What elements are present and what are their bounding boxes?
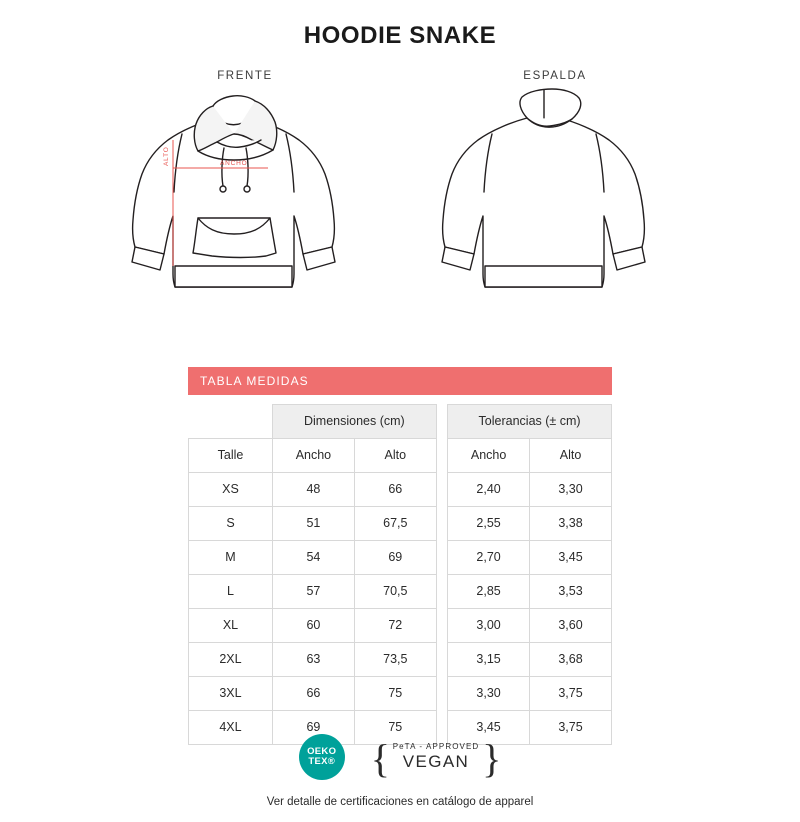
cell-alto-tol: 3,30 [530, 472, 612, 506]
back-view-label: ESPALDA [523, 70, 587, 82]
cell-talle: XL [189, 608, 273, 642]
cell-talle: S [189, 506, 273, 540]
back-view-block [430, 70, 680, 308]
height-annotation-label: ALTO [163, 146, 170, 166]
group-header-gap [436, 405, 447, 439]
cell-ancho-dim: 60 [272, 608, 354, 642]
footer [0, 734, 800, 808]
cell-alto-dim: 66 [354, 472, 436, 506]
oeko-tex-badge [299, 734, 345, 780]
cell-ancho-dim: 51 [272, 506, 354, 540]
table-row [189, 472, 612, 506]
garment-views [0, 70, 800, 308]
cell-talle: M [189, 540, 273, 574]
cell-alto-tol: 3,45 [530, 540, 612, 574]
cell-ancho-tol: 2,40 [448, 472, 530, 506]
size-table [188, 404, 612, 745]
size-table-body [189, 472, 612, 744]
cell-ancho-tol: 2,85 [448, 574, 530, 608]
table-row [189, 676, 612, 710]
column-header-ancho-tol: Ancho [448, 438, 530, 472]
cell-gap [436, 676, 447, 710]
cell-ancho-dim: 66 [272, 676, 354, 710]
vegan-label: VEGAN [402, 752, 470, 771]
cell-ancho-dim: 69 [272, 710, 354, 744]
cell-alto-dim: 75 [354, 676, 436, 710]
cell-ancho-dim: 54 [272, 540, 354, 574]
cell-alto-dim: 70,5 [354, 574, 436, 608]
cell-alto-dim: 67,5 [354, 506, 436, 540]
cell-talle: L [189, 574, 273, 608]
cell-alto-tol: 3,60 [530, 608, 612, 642]
width-annotation-label: ANCHO [220, 160, 248, 167]
group-header-blank [189, 405, 273, 439]
cell-gap [436, 574, 447, 608]
front-view-block [120, 70, 370, 308]
measurement-table-section [188, 367, 612, 745]
cell-talle: 3XL [189, 676, 273, 710]
table-banner: TABLA MEDIDAS [188, 367, 612, 395]
front-view-label: FRENTE [217, 70, 273, 82]
cell-alto-tol: 3,53 [530, 574, 612, 608]
column-header-alto-tol: Alto [530, 438, 612, 472]
cell-ancho-dim: 63 [272, 642, 354, 676]
cell-talle: 2XL [189, 642, 273, 676]
cell-alto-tol: 3,75 [530, 710, 612, 744]
column-header-alto-dim: Alto [354, 438, 436, 472]
certification-badges [0, 734, 800, 780]
brace-right-icon: } [482, 736, 502, 781]
table-group-header-row [189, 405, 612, 439]
cell-alto-tol: 3,75 [530, 676, 612, 710]
column-header-ancho-dim: Ancho [272, 438, 354, 472]
size-chart-page [0, 22, 800, 822]
oeko-tex-line2: TEX® [308, 756, 336, 767]
group-header-tolerances: Tolerancias (± cm) [448, 405, 612, 439]
cell-gap [436, 642, 447, 676]
cell-talle: 4XL [189, 710, 273, 744]
cell-ancho-tol: 2,55 [448, 506, 530, 540]
cell-gap [436, 608, 447, 642]
cell-gap [436, 472, 447, 506]
column-header-talle: Talle [189, 438, 273, 472]
cell-ancho-dim: 57 [272, 574, 354, 608]
cell-alto-tol: 3,68 [530, 642, 612, 676]
hoodie-front-illustration [120, 88, 370, 303]
cell-gap [436, 506, 447, 540]
cell-ancho-tol: 3,15 [448, 642, 530, 676]
table-row [189, 506, 612, 540]
cell-ancho-tol: 2,70 [448, 540, 530, 574]
peta-approved-label: PeTA - APPROVED [392, 742, 480, 751]
oeko-tex-line1: OEKO [307, 746, 337, 758]
cell-alto-tol: 3,38 [530, 506, 612, 540]
table-row [189, 642, 612, 676]
brace-left-icon: { [370, 736, 390, 781]
cell-alto-dim: 73,5 [354, 642, 436, 676]
table-column-header-row [189, 438, 612, 472]
table-row [189, 608, 612, 642]
group-header-dimensions: Dimensiones (cm) [272, 405, 436, 439]
peta-vegan-badge [370, 736, 502, 781]
column-header-gap [436, 438, 447, 472]
cell-alto-dim: 69 [354, 540, 436, 574]
hoodie-back-illustration [430, 88, 680, 303]
cell-alto-dim: 72 [354, 608, 436, 642]
cell-ancho-tol: 3,30 [448, 676, 530, 710]
cell-talle: XS [189, 472, 273, 506]
footer-note: Ver detalle de certificaciones en catálogo de apparel [266, 796, 534, 808]
cell-ancho-dim: 48 [272, 472, 354, 506]
table-row [189, 540, 612, 574]
table-row [189, 574, 612, 608]
cell-alto-dim: 75 [354, 710, 436, 744]
cell-gap [436, 540, 447, 574]
cell-ancho-tol: 3,45 [448, 710, 530, 744]
cell-ancho-tol: 3,00 [448, 608, 530, 642]
page-title: HOODIE SNAKE [303, 22, 497, 49]
